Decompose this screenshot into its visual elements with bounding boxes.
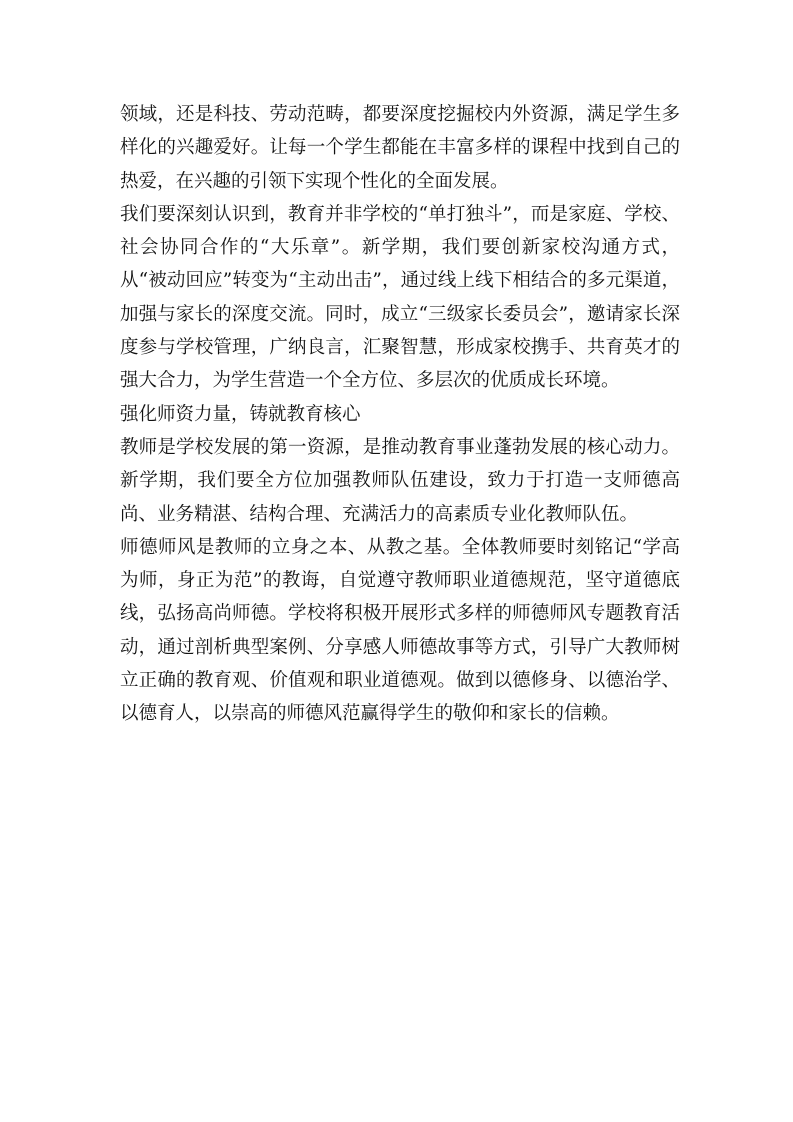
document-body: [120, 98, 680, 731]
section-heading: 强化师资力量，铸就教育核心: [120, 403, 361, 425]
paragraph-ethics: 师德师风是教师的立身之本、从教之基。全体教师要时刻铭记“学高为师，身正为范”的教诲，自觉遵守教师职业道德规范，坚守道德底线，弘扬高尚师德。学校将积极开展形式多样的师德师风专题教育活动，通过剖析典型案例、分享感人师德故事等方式，引导广大教师树立正确的教育观、价值观和职业道德观。做到以德修身、以德治学、以德育人，以崇高的师德风范赢得学生的敬仰和家长的信赖。: [120, 536, 680, 725]
paragraph-teachers: 教师是学校发展的第一资源，是推动教育事业蓬勃发展的核心动力。新学期，我们要全方位加强教师队伍建设，致力于打造一支师德高尚、业务精湛、结构合理、充满活力的高素质专业化教师队伍。: [120, 436, 680, 525]
paragraph-home-school: 我们要深刻认识到，教育并非学校的“单打独斗”，而是家庭、学校、社会协同合作的“大乐章”。新学期，我们要创新家校沟通方式，从“被动回应”转变为“主动出击”，通过线上线下相结合的多元渠道，加强与家长的深度交流。同时，成立“三级家长委员会”，邀请家长深度参与学校管理，广纳良言，汇聚智慧，形成家校携手、共育英才的强大合力，为学生营造一个全方位、多层次的优质成长环境。: [120, 203, 680, 392]
paragraph-extracurricular: 领域，还是科技、劳动范畴，都要深度挖掘校内外资源，满足学生多样化的兴趣爱好。让每一个学生都能在丰富多样的课程中找到自己的热爱，在兴趣的引领下实现个性化的全面发展。: [120, 104, 680, 192]
